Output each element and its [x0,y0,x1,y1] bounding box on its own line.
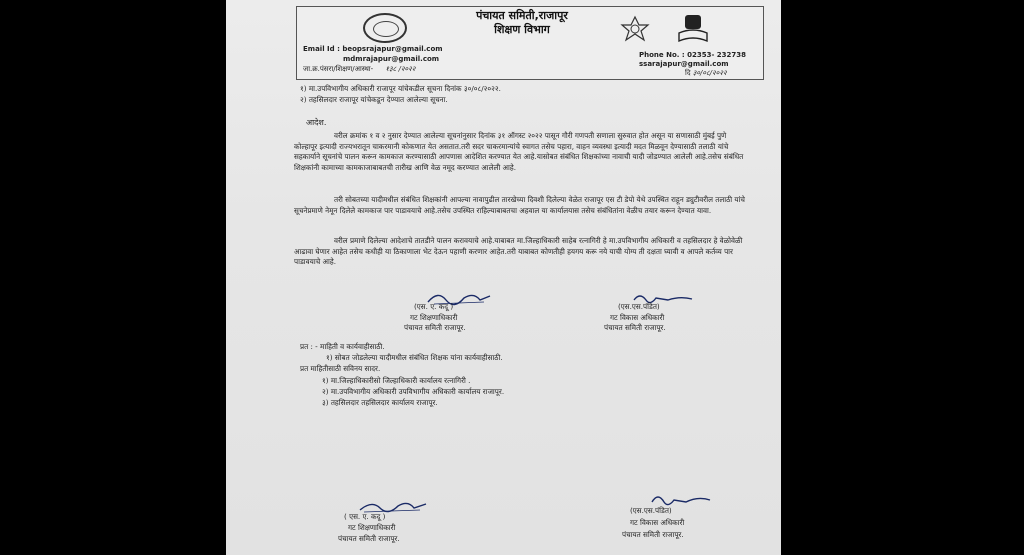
signatory-bottom-left-office: पंचायत समिती राजापूर. [338,534,400,543]
letterhead-title [447,9,597,37]
copy-item-1: १) सोबत जोडलेल्या यादीमधील संबंधित शिक्षक यांना कार्यवाहीसाठी. [326,353,503,362]
letter-date-handwritten: ३०/०८/२०२२ [692,69,727,77]
signatory-bottom-left-name: ( एस. ए. कदू ) [344,512,386,521]
email-primary: Email Id : beopsrajapur@gmail.com [303,45,443,53]
office-name: पंचायत समिती,राजापूर [476,9,568,22]
outward-number: जा.क्र.पंसरा/शिक्षण/आस्था- १३८ /२०२२ [303,65,416,73]
department-name: शिक्षण विभाग [494,23,550,36]
paragraph-2: तरी सोबतच्या यादीमधील संबंधित शिक्षकांनी आपल्या नावापुढील तारखेच्या दिवशी दिलेल्या वेळेत राजापूर एस टी डेपो येथे उपस्थित राहून ड्युटीवरील तलाठी यांचे सूचनेप्रमाणे नेमून दिलेले कामकाज पार पाडावयाचे आहे.तसेच उपस्थित राहिल्याबाबतचा अहवाल या कार्यालयास तसेच संबंधितांना वेळीच तयार करून देण्यात यावा. [294,195,745,215]
order-heading: आदेश. [306,118,327,127]
copy-list-item: ३) तहसिलदार तहसिलदार कार्यालय राजापूर. [322,398,438,407]
signatory-right-office: पंचायत समिती राजापूर. [604,323,666,332]
copy-list-item: १) मा.जिल्हाधिकारीसो जिल्हाधिकारी कार्यालय रत्नागिरी . [322,376,471,385]
email-secondary: mdmrajapur@gmail.com [343,55,440,63]
phone-number: Phone No. : 02353- 232738 [639,51,747,59]
document-page [226,0,781,555]
signatory-right-title: गट विकास अधिकारी [610,313,665,322]
signatory-bottom-right-title: गट विकास अधिकारी [630,518,685,527]
reference-1: १) मा.उपविभागीय अधिकारी राजापूर यांचेकडील सूचना दिनांक ३०/०८/२०२२. [300,84,501,93]
reference-2: २) तहसिलदार राजापूर यांचेकडून देण्यात आलेल्या सूचना. [300,95,448,104]
copy-list-item: २) मा.उपविभागीय अधिकारी उपविभागीय अधिकारी कार्यालय राजापूर. [322,387,505,396]
zilla-parishad-seal-icon [363,13,407,43]
letterhead [296,6,764,80]
signatory-bottom-right-office: पंचायत समिती राजापूर. [622,530,684,539]
emblem-logo-icon [615,15,655,45]
outward-number-handwritten: १३८ /२०२२ [385,65,416,73]
signatory-bottom-right-name: (एस.एस.पंडित) [630,506,672,515]
signatory-left-title: गट शिक्षणाधिकारी [410,313,458,322]
copy-info-heading: प्रत माहितीसाठी सविनय सादर. [300,364,381,373]
signatory-left-office: पंचायत समिती राजापूर. [404,323,466,332]
signatory-bottom-left-title: गट शिक्षणाधिकारी [348,523,396,532]
letter-date: दि ३०/०८/२०२२ [685,69,727,77]
signatory-right-name: (एस.एस.पंडित) [618,302,660,311]
education-logo-icon [673,13,713,47]
paragraph-1: वरील क्रमांक १ व २ नुसार देण्यात आलेल्या सूचनांनुसार दिनांक ३१ ऑगस्ट २०२२ पासून गौरी गणपती सणाला सुरुवात होत असून या सणासाठी मुंबई पुणे कोल्हापूर इत्यादी राज्यभरातून चाकरमानी कोकणात येत असतात.तरी सदर चाकरमान्यांचे स्वागत तसेच पहारा, वाहन व्यवस्था इत्यादी मदत मिळवून देण्यासाठी तलाठी यांचे सहकार्याने सूचनांचे पालन करून कामकाज करण्यासाठी आपणास आदेशित करण्यात येत आहे.यासोबत संबंधित शिक्षकांच्या नावाची यादी जोडण्यात आलेली आहे.तसेच संबंधित शिक्षकांनी कामाच्या कामकाजाबाबतची तारीख आणि वेळ नमूद करण्यात आलेली आहे. [294,131,744,172]
copy-heading: प्रत : - माहिती व कार्यवाहीसाठी. [300,342,385,351]
signatory-left-name: (एस. ए. कदू ) [414,302,454,311]
email-tertiary: ssarajapur@gmail.com [639,60,729,68]
paragraph-3: वरील प्रमाणे दिलेल्या आदेशाचे तातडीने पालन करावयाचे आहे.याबाबत मा.जिल्हाधिकारी साहेब रत्नागिरी हे मा.उपविभागीय अधिकारी व तहसिलदार हे वेळोवेळी आढावा घेणार आहेत तसेच कधीही या ठिकाणाला भेट देऊन पहाणी करणार आहेत.तरी याबाबत कोणतीही हयगय करू नये याची योग्य ती दक्षता घ्यावी व आपले कर्तव्य पार पाडावयाचे आहे. [294,236,743,267]
